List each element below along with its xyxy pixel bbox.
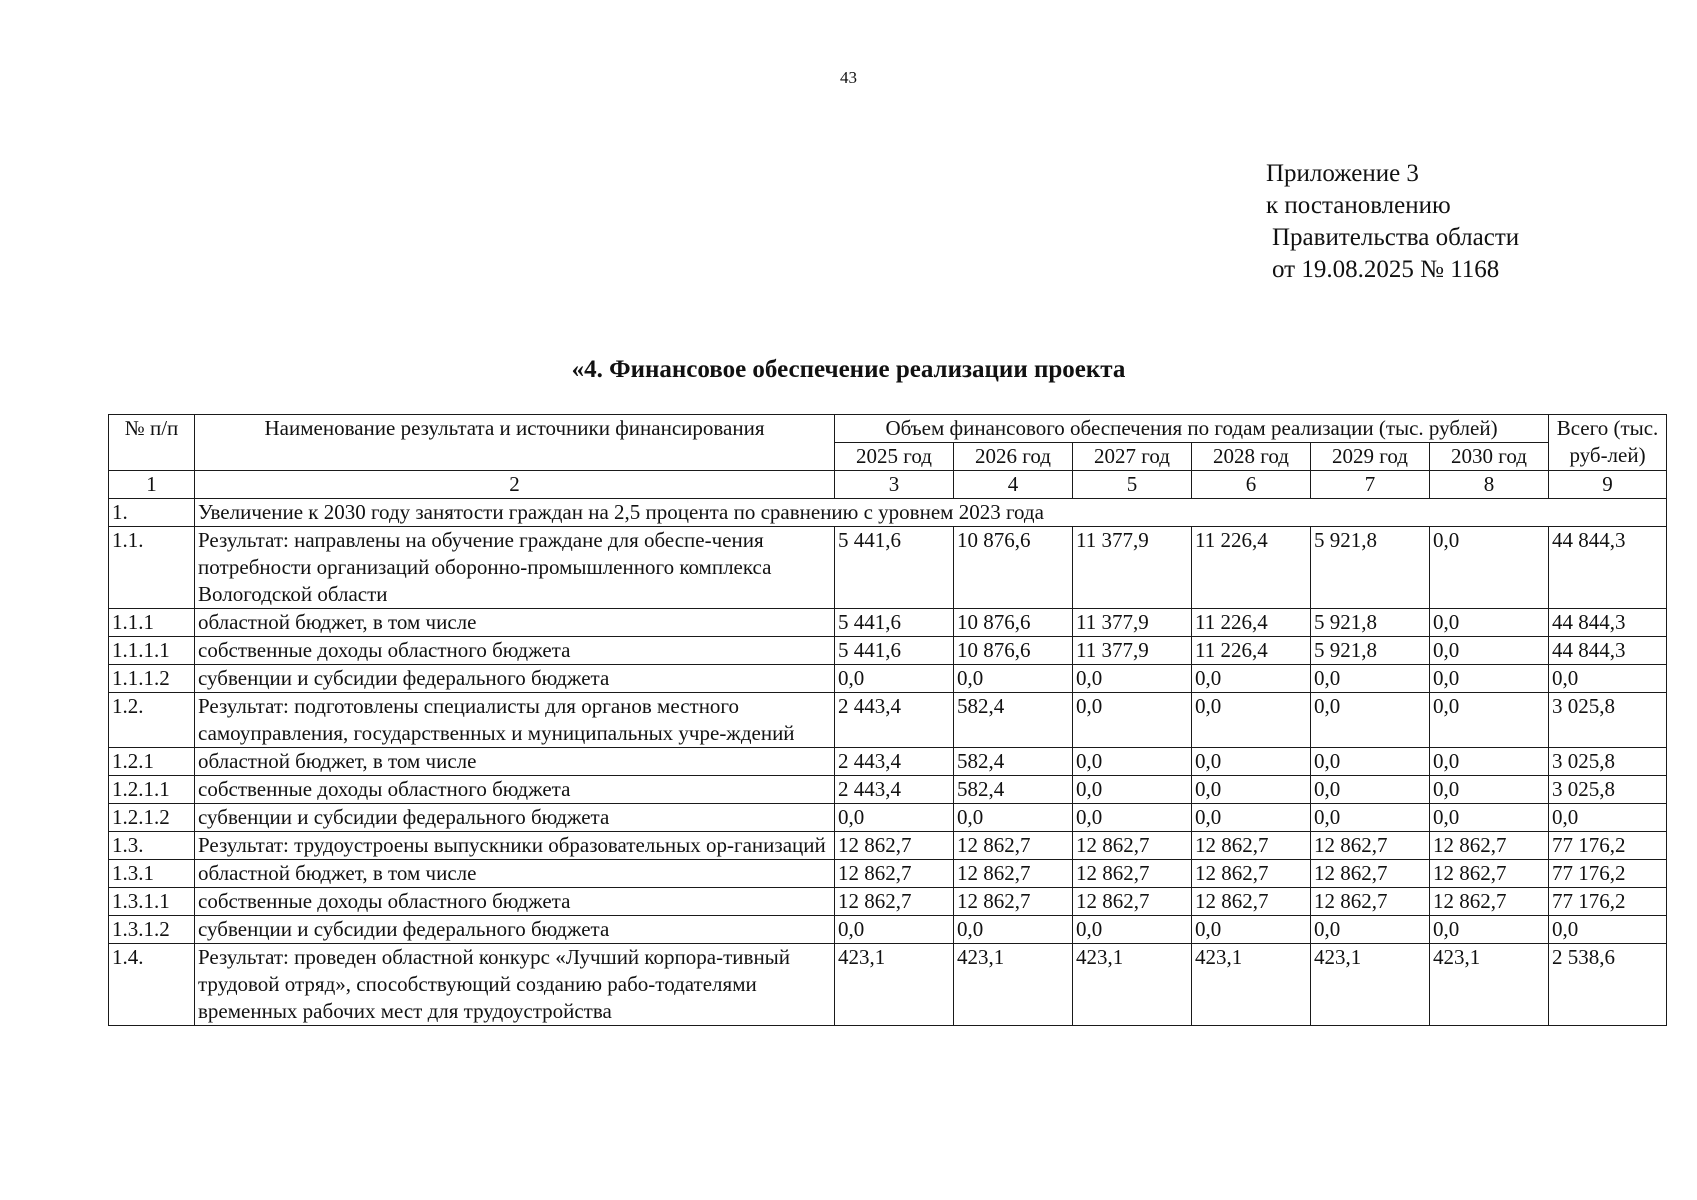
header-year: 2026 год: [954, 443, 1073, 471]
row-value: 11 226,4: [1192, 637, 1311, 665]
row-value: 0,0: [1311, 665, 1430, 693]
row-value: 0,0: [835, 804, 954, 832]
row-value: 5 921,8: [1311, 637, 1430, 665]
table-row: [109, 804, 1667, 832]
row-value: 11 377,9: [1073, 637, 1192, 665]
row-value: 12 862,7: [1311, 888, 1430, 916]
row-value: 0,0: [954, 804, 1073, 832]
row-value: 12 862,7: [835, 888, 954, 916]
row-code: 1.2.1.2: [109, 804, 195, 832]
appendix-line-2: к постановлению: [1266, 192, 1451, 219]
header-year: 2025 год: [835, 443, 954, 471]
row-name: субвенции и субсидии федерального бюджета: [195, 804, 835, 832]
row-name: собственные доходы областного бюджета: [195, 888, 835, 916]
row-code: 1.3.: [109, 832, 195, 860]
row-value: 11 377,9: [1073, 527, 1192, 609]
row-total: 77 176,2: [1549, 832, 1667, 860]
row-value: 12 862,7: [835, 860, 954, 888]
row-code: 1.1.1: [109, 609, 195, 637]
table-row: [109, 609, 1667, 637]
row-value: 12 862,7: [1430, 860, 1549, 888]
row-value: 12 862,7: [835, 832, 954, 860]
row-code: 1.3.1.1: [109, 888, 195, 916]
row-value: 12 862,7: [1192, 832, 1311, 860]
column-number: 3: [835, 471, 954, 499]
row-value: 12 862,7: [1430, 832, 1549, 860]
row-name: областной бюджет, в том числе: [195, 860, 835, 888]
appendix-line-3: Правительства области: [1272, 224, 1520, 251]
row-value: 0,0: [1073, 665, 1192, 693]
row-value: 0,0: [1430, 693, 1549, 748]
header-total: Всего (тыс. руб-лей): [1549, 415, 1667, 471]
column-number: 4: [954, 471, 1073, 499]
row-value: 12 862,7: [1430, 888, 1549, 916]
row-total: 44 844,3: [1549, 609, 1667, 637]
header-year: 2027 год: [1073, 443, 1192, 471]
table-row: [109, 832, 1667, 860]
row-value: 11 377,9: [1073, 609, 1192, 637]
row-value: 0,0: [1311, 804, 1430, 832]
row-value: 11 226,4: [1192, 527, 1311, 609]
table-row: [109, 888, 1667, 916]
row-value: 0,0: [1073, 916, 1192, 944]
row-value: 12 862,7: [1311, 832, 1430, 860]
row-value: 0,0: [954, 916, 1073, 944]
row-value: 0,0: [1430, 776, 1549, 804]
table-row: [109, 860, 1667, 888]
table-row: [109, 916, 1667, 944]
row-total: 0,0: [1549, 665, 1667, 693]
table-row: [109, 527, 1667, 609]
row-value: 5 441,6: [835, 609, 954, 637]
row-value: 0,0: [1430, 804, 1549, 832]
row-name: областной бюджет, в том числе: [195, 748, 835, 776]
row-value: 423,1: [835, 944, 954, 1026]
row-value: 12 862,7: [954, 888, 1073, 916]
row-value: 2 443,4: [835, 693, 954, 748]
row-value: 0,0: [1311, 916, 1430, 944]
row-name: областной бюджет, в том числе: [195, 609, 835, 637]
row-total: 3 025,8: [1549, 776, 1667, 804]
row-name: субвенции и субсидии федерального бюджета: [195, 916, 835, 944]
row-value: 0,0: [1311, 748, 1430, 776]
table-row: [109, 748, 1667, 776]
header-volume: Объем финансового обеспечения по годам реализации (тыс. рублей): [835, 415, 1549, 443]
row-code: 1.1.: [109, 527, 195, 609]
row-value: 12 862,7: [1192, 860, 1311, 888]
header-year: 2028 год: [1192, 443, 1311, 471]
row-value: 0,0: [1192, 693, 1311, 748]
row-value: 0,0: [1192, 665, 1311, 693]
row-value: 5 921,8: [1311, 609, 1430, 637]
row-value: 0,0: [1430, 609, 1549, 637]
header-year: 2030 год: [1430, 443, 1549, 471]
row-value: 423,1: [1192, 944, 1311, 1026]
row-value: 2 443,4: [835, 776, 954, 804]
row-value: 0,0: [835, 916, 954, 944]
row-name: Результат: проведен областной конкурс «Лучший корпора-тивный трудовой отряд», способствующий созданию рабо-тодателями временных рабочих мест для трудоустройства: [195, 944, 835, 1026]
row-value: 10 876,6: [954, 637, 1073, 665]
row-value: 0,0: [1192, 748, 1311, 776]
row-value: 2 443,4: [835, 748, 954, 776]
row-value: 12 862,7: [1073, 860, 1192, 888]
row-value: 12 862,7: [1192, 888, 1311, 916]
row-name: Результат: подготовлены специалисты для органов местного самоуправления, государственных и муниципальных учре-ждений: [195, 693, 835, 748]
row-value: 5 921,8: [1311, 527, 1430, 609]
row-code: 1.2.1: [109, 748, 195, 776]
row-total: 77 176,2: [1549, 888, 1667, 916]
row-name: субвенции и субсидии федерального бюджета: [195, 665, 835, 693]
row-total: 0,0: [1549, 804, 1667, 832]
row-value: 0,0: [1430, 637, 1549, 665]
page-number: 43: [840, 68, 857, 87]
row-code: 1.2.1.1: [109, 776, 195, 804]
row-value: 11 226,4: [1192, 609, 1311, 637]
appendix-line-4: от 19.08.2025 № 1168: [1272, 256, 1500, 283]
row-value: 423,1: [1073, 944, 1192, 1026]
row-value: 582,4: [954, 776, 1073, 804]
header-no: № п/п: [109, 415, 195, 471]
row-value: 0,0: [835, 665, 954, 693]
table-row: [109, 637, 1667, 665]
table-row: [109, 665, 1667, 693]
row-total: 3 025,8: [1549, 693, 1667, 748]
row-value: 0,0: [1073, 776, 1192, 804]
row-value: 0,0: [954, 665, 1073, 693]
financing-table: [108, 414, 1667, 1026]
header-name: Наименование результата и источники финансирования: [195, 415, 835, 471]
row-value: 0,0: [1430, 916, 1549, 944]
row-value: 0,0: [1430, 748, 1549, 776]
row-value: 0,0: [1192, 776, 1311, 804]
section-code: 1.: [109, 499, 195, 527]
appendix-block: [1266, 158, 1519, 286]
appendix-line-1: Приложение 3: [1266, 160, 1419, 187]
row-value: 0,0: [1073, 804, 1192, 832]
row-value: 10 876,6: [954, 609, 1073, 637]
row-value: 423,1: [1430, 944, 1549, 1026]
table-row: [109, 776, 1667, 804]
row-value: 582,4: [954, 693, 1073, 748]
row-value: 0,0: [1192, 916, 1311, 944]
table-row: [109, 693, 1667, 748]
row-name: Результат: направлены на обучение граждане для обеспе-чения потребности организаций оборонно-промышленного комплекса Вологодской области: [195, 527, 835, 609]
column-number: 7: [1311, 471, 1430, 499]
column-number: 9: [1549, 471, 1667, 499]
row-value: 12 862,7: [1073, 832, 1192, 860]
row-code: 1.2.: [109, 693, 195, 748]
row-code: 1.1.1.1: [109, 637, 195, 665]
row-value: 5 441,6: [835, 527, 954, 609]
row-value: 0,0: [1073, 693, 1192, 748]
section-name: Увеличение к 2030 году занятости граждан на 2,5 процента по сравнению с уровнем 2023 года: [195, 499, 1667, 527]
row-total: 0,0: [1549, 916, 1667, 944]
column-number: 2: [195, 471, 835, 499]
row-value: 0,0: [1311, 776, 1430, 804]
row-code: 1.3.1.2: [109, 916, 195, 944]
row-total: 77 176,2: [1549, 860, 1667, 888]
row-value: 0,0: [1073, 748, 1192, 776]
row-value: 12 862,7: [954, 832, 1073, 860]
row-value: 423,1: [954, 944, 1073, 1026]
row-value: 0,0: [1311, 693, 1430, 748]
column-number: 6: [1192, 471, 1311, 499]
row-value: 12 862,7: [1311, 860, 1430, 888]
column-number: 1: [109, 471, 195, 499]
header-year: 2029 год: [1311, 443, 1430, 471]
row-value: 0,0: [1430, 527, 1549, 609]
row-total: 44 844,3: [1549, 527, 1667, 609]
row-code: 1.1.1.2: [109, 665, 195, 693]
table-row: [109, 944, 1667, 1026]
row-value: 12 862,7: [1073, 888, 1192, 916]
row-total: 2 538,6: [1549, 944, 1667, 1026]
section-row: [109, 499, 1667, 527]
section-title: «4. Финансовое обеспечение реализации проекта: [571, 356, 1126, 383]
row-total: 3 025,8: [1549, 748, 1667, 776]
row-value: 0,0: [1192, 804, 1311, 832]
column-number: 8: [1430, 471, 1549, 499]
row-total: 44 844,3: [1549, 637, 1667, 665]
row-code: 1.3.1: [109, 860, 195, 888]
row-value: 12 862,7: [954, 860, 1073, 888]
row-name: Результат: трудоустроены выпускники образовательных ор-ганизаций: [195, 832, 835, 860]
row-value: 0,0: [1430, 665, 1549, 693]
row-value: 582,4: [954, 748, 1073, 776]
column-number: 5: [1073, 471, 1192, 499]
row-name: собственные доходы областного бюджета: [195, 776, 835, 804]
row-code: 1.4.: [109, 944, 195, 1026]
row-value: 423,1: [1311, 944, 1430, 1026]
row-value: 5 441,6: [835, 637, 954, 665]
row-name: собственные доходы областного бюджета: [195, 637, 835, 665]
row-value: 10 876,6: [954, 527, 1073, 609]
